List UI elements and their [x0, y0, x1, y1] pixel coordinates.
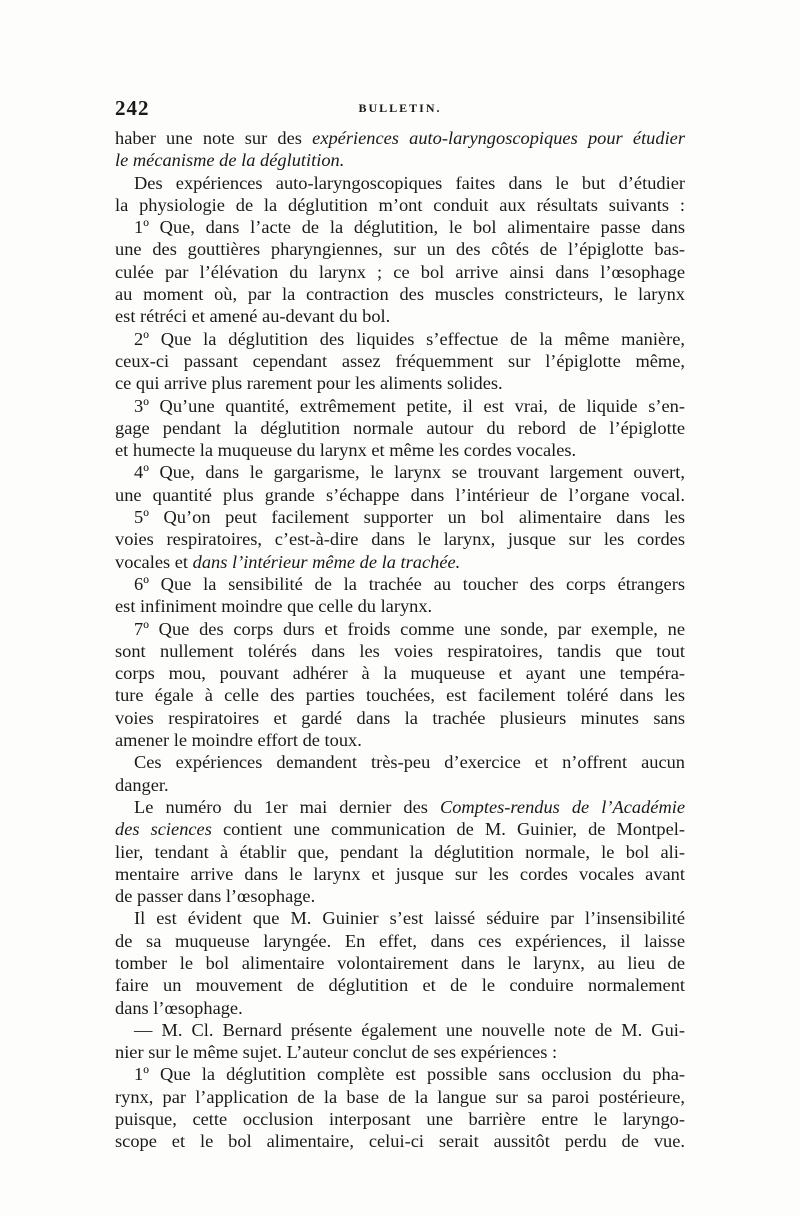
text-line: gage pendant la déglutition normale autour du rebord de l’épiglotte: [115, 417, 685, 438]
text-line: 2º Que la déglutition des liquides s’effectue de la même manière,: [134, 328, 685, 349]
text-line: Des expériences auto-laryngoscopiques faites dans le but d’étudier: [134, 172, 685, 193]
text-line: le mécanisme de la déglutition.: [115, 150, 345, 171]
text-line: ceux-ci passant cependant assez fréquemment sur l’épiglotte même,: [115, 350, 685, 371]
text-line: puisque, cette occlusion interposant une barrière entre le laryngo-: [115, 1109, 685, 1130]
text-line: Il est évident que M. Guinier s’est laissé séduire par l’insensibilité: [134, 908, 685, 929]
page-number: 242: [115, 96, 150, 120]
text-line: Ces expériences demandent très-peu d’exercice et n’offrent aucun: [134, 752, 685, 773]
text-line: tomber le bol alimentaire volontairement dans le larynx, au lieu de: [115, 952, 685, 973]
text-line: haber une note sur des expériences auto-laryngoscopiques pour étudier: [115, 128, 685, 148]
text-line: mentaire arrive dans le larynx et jusque sur les cordes vocales avant: [115, 863, 685, 884]
text-line: vocales et dans l’intérieur même de la trachée.: [115, 551, 461, 572]
text-line: nier sur le même sujet. L’auteur conclut de ses expériences :: [115, 1042, 558, 1063]
text-line: corps mou, pouvant adhérer à la muqueuse et ayant une tempéra-: [115, 663, 685, 684]
text-line: 4º Que, dans le gargarisme, le larynx se trouvant largement ouvert,: [134, 462, 685, 483]
text-line: culée par l’élévation du larynx ; ce bol arrive ainsi dans l’œsophage: [115, 261, 685, 282]
text-line: est infiniment moindre que celle du larynx.: [115, 596, 433, 617]
text-line: scope et le bol alimentaire, celui-ci serait aussitôt perdu de vue.: [115, 1131, 685, 1152]
text-line: amener le moindre effort de toux.: [115, 730, 362, 751]
text-line: ture égale à celle des parties touchées, est facilement toléré dans les: [115, 685, 685, 706]
text-line: danger.: [115, 774, 169, 795]
text-line: voies respiratoires, c’est-à-dire dans le larynx, jusque sur les cordes: [115, 529, 685, 550]
text-line: Le numéro du 1er mai dernier des Comptes-rendus de l’Académie: [134, 796, 685, 817]
text-line: rynx, par l’application de la base de la langue sur sa paroi postérieure,: [115, 1086, 685, 1107]
text-line: 1º Que la déglutition complète est possible sans occlusion du pha-: [134, 1064, 685, 1085]
text-line: 5º Qu’on peut facilement supporter un bol alimentaire dans les: [134, 507, 685, 528]
text-line: la physiologie de la déglutition m’ont conduit aux résultats suivants :: [115, 194, 685, 215]
text-line: dans l’œsophage.: [115, 997, 243, 1018]
text-line: voies respiratoires et gardé dans la trachée plusieurs minutes sans: [115, 707, 685, 728]
text-line: de passer dans l’œsophage.: [115, 886, 316, 907]
text-line: lier, tendant à établir que, pendant la déglutition normale, le bol ali-: [115, 841, 685, 862]
text-line: de sa muqueuse laryngée. En effet, dans ces expériences, il laisse: [115, 930, 685, 951]
text-line: des sciences contient une communication de M. Guinier, de Montpel-: [115, 819, 685, 840]
running-title: BULLETIN.: [358, 101, 442, 115]
body-text: [115, 127, 685, 1153]
running-head: [115, 96, 685, 126]
text-line: 3º Qu’une quantité, extrêmement petite, il est vrai, de liquide s’en-: [134, 395, 685, 416]
text-line: — M. Cl. Bernard présente également une nouvelle note de M. Gui-: [134, 1019, 685, 1040]
text-line: est rétréci et amené au-devant du bol.: [115, 306, 391, 327]
text-line: 1º Que, dans l’acte de la déglutition, le bol alimentaire passe dans: [134, 217, 685, 238]
text-line: 6º Que la sensibilité de la trachée au toucher des corps étrangers: [134, 573, 685, 594]
text-line: ce qui arrive plus rarement pour les aliments solides.: [115, 373, 503, 394]
text-line: et humecte la muqueuse du larynx et même les cordes vocales.: [115, 440, 577, 461]
text-line: une quantité plus grande s’échappe dans l’intérieur de l’organe vocal.: [115, 484, 685, 505]
text-line: faire un mouvement de déglutition et de le conduire normalement: [115, 975, 685, 996]
text-line: une des gouttières pharyngiennes, sur un des côtés de l’épiglotte bas-: [115, 239, 685, 260]
text-line: 7º Que des corps durs et froids comme une sonde, par exemple, ne: [134, 618, 685, 639]
text-line: au moment où, par la contraction des muscles constricteurs, le larynx: [115, 284, 685, 305]
text-line: sont nullement tolérés dans les voies respiratoires, tandis que tout: [115, 640, 685, 661]
